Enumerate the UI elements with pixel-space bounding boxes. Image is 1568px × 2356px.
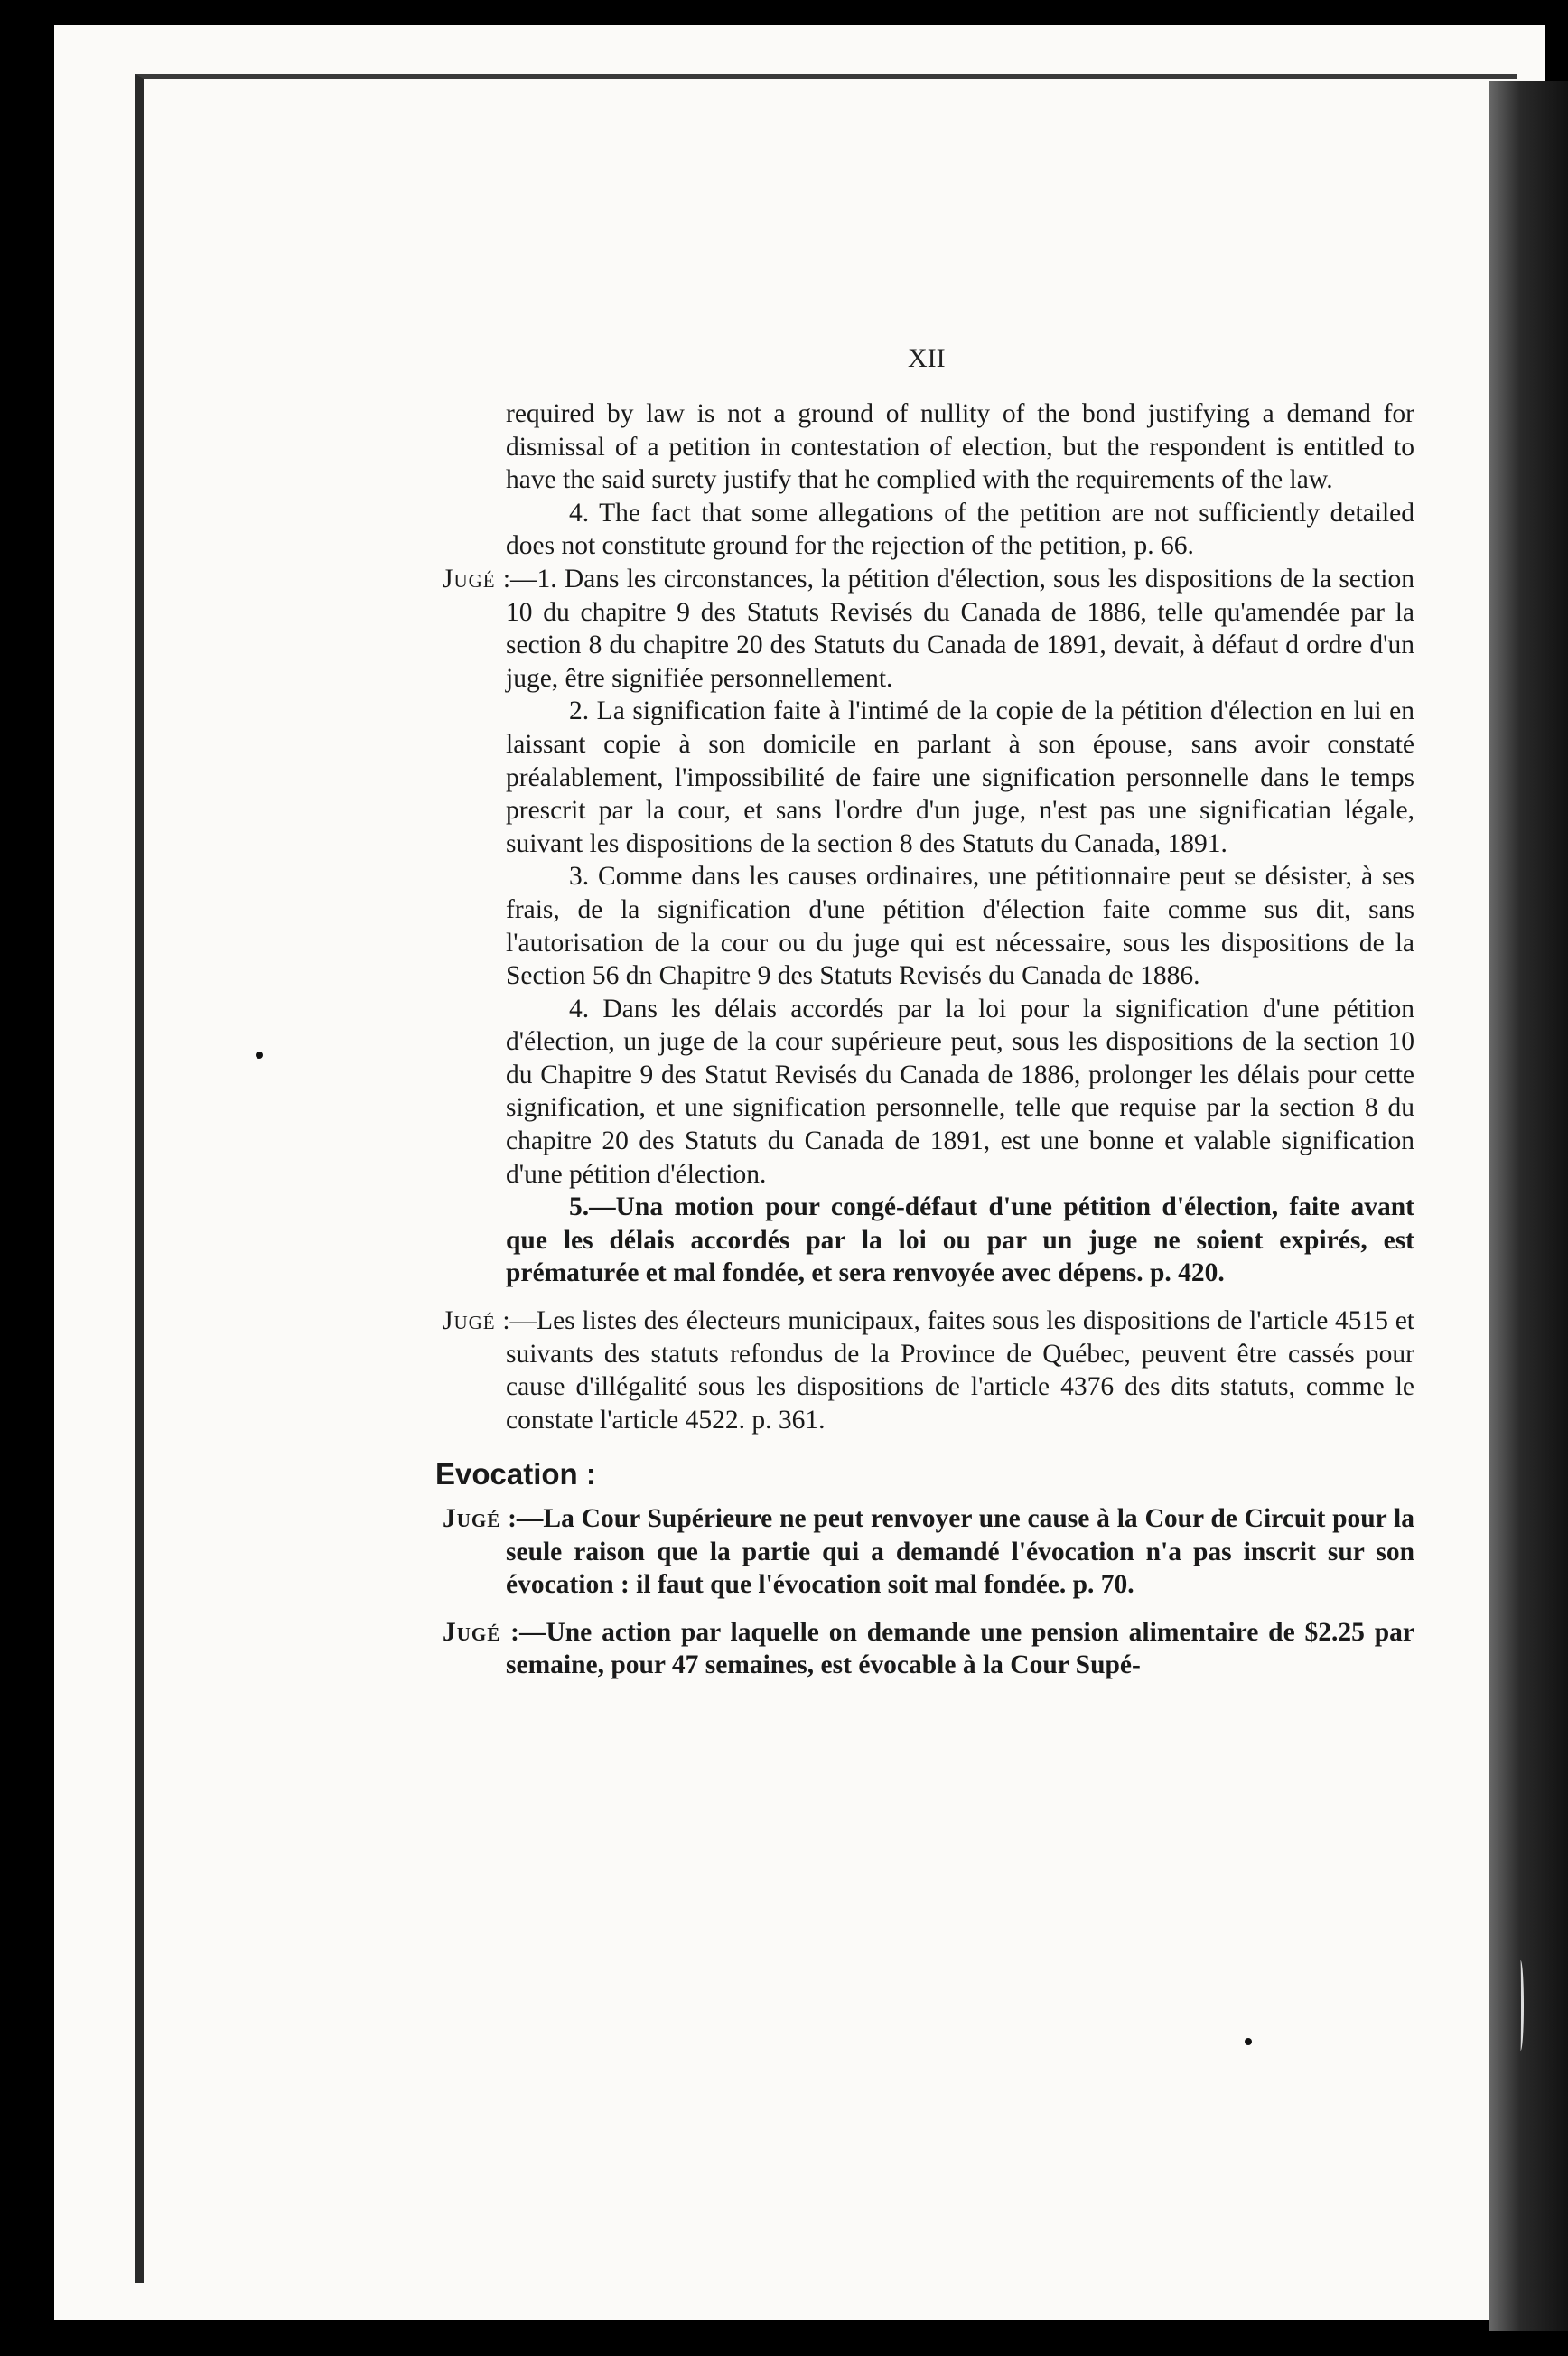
paragraph: required by law is not a ground of nullity of the bond justifying a demand for dismissal of a petition in contestation of election, but the respondent is entitled to have the said surety justify that he complied with the requirements of the law. xyxy=(506,399,1414,495)
list-item: 4. Dans les délais accordés par la loi pour la signification d'une pétition d'élection, un juge de la cour supérieure peut, sous les dispositions de la section 10 du Chapitre 9 des Statut Revisés du Canada de 1886, prolonger les délais pour cette signification, et une signification personnelle, telle que requise par la section 8 du chapitre 20 des Statuts du Canada de 1891, est une bonne et valable signification d'une pétition d'élection. xyxy=(506,994,1414,1189)
section-heading: Evocation : xyxy=(435,1457,596,1491)
list-item: 3. Comme dans les causes ordinaires, une pétitionnaire peut se désister, à ses frais, de la signification d'une pétition d'élection faite comme sus dit, sans l'autorisation de la cour ou du juge qui est nécessaire, sous les dispositions de la Section 56 dn Chapitre 9 des Statuts Revisés du Canada de 1886. xyxy=(506,862,1414,991)
juge-label: Jugé xyxy=(443,564,496,594)
juge-text: :—Les listes des électeurs municipaux, faites sous les dispositions de l'article 4515 et suivants des statuts refondus de la Province de Québec, peuvent être cassés pour cause d'illégalité sous les dispositions de l'article 4376 des dits statuts, comme le constate l'article 4522. p. 361. xyxy=(495,1306,1414,1435)
juge-text: :—1. Dans les circonstances, la pétition d'élection, sous les dispositions de la section 10 du chapitre 9 des Statuts Revisés du Canada de 1886, telle qu'amendée par la section 8 du chapitre 20 des Statuts du Canada de 1891, devait, à défaut d ordre d'un juge, être signifiée personnellement. xyxy=(495,564,1414,693)
juge-paragraph xyxy=(443,1304,1414,1436)
juge-paragraph xyxy=(443,1502,1414,1602)
page-number: XII xyxy=(908,343,946,373)
edge-mark xyxy=(1517,1960,1524,2051)
juge-label: Jugé xyxy=(443,1306,496,1336)
juge-label: Jugé xyxy=(443,1504,501,1533)
paragraph: 4. The fact that some allegations of the petition are not sufficiently detailed does not constitute ground for the rejection of the petition, p. 66. xyxy=(506,498,1414,561)
page-content xyxy=(435,397,1414,1682)
list-item: 2. La signification faite à l'intimé de la copie de la pétition d'élection en lui en laissant copie à son domicile en parlant à son épouse, sans avoir constaté préalablement, l'impossibilité de faire une signification personnelle dans le temps prescrit par la cour, et sans l'ordre d'un juge, n'est pas une significatian légale, suivant les dispositions de la section 8 des Statuts du Canada, 1891. xyxy=(506,697,1414,858)
list-item: 5.—Una motion pour congé-défaut d'une pétition d'élection, faite avant que les délais accordés par la loi ou par un juge ne soient expirés, est prématurée et mal fondée, et sera renvoyée avec dépens. p. 420. xyxy=(506,1192,1414,1288)
juge-paragraph xyxy=(443,1616,1414,1682)
scan-speck xyxy=(256,1052,263,1059)
juge-text: :—La Cour Supérieure ne peut renvoyer une cause à la Cour de Circuit pour la seule raison que la partie qui a demandé l'évocation n'a pas inscrit sur son évocation : il faut que l'évocation soit mal fondée. p. 70. xyxy=(500,1504,1414,1600)
juge-label: Jugé xyxy=(443,1617,501,1647)
scan-speck xyxy=(1245,2038,1252,2045)
juge-text: :—Une action par laquelle on demande une pension alimentaire de $2.25 par semaine, pour 47 semaines, est évocable à la Cour Supé- xyxy=(500,1617,1414,1680)
juge-paragraph xyxy=(443,563,1414,695)
